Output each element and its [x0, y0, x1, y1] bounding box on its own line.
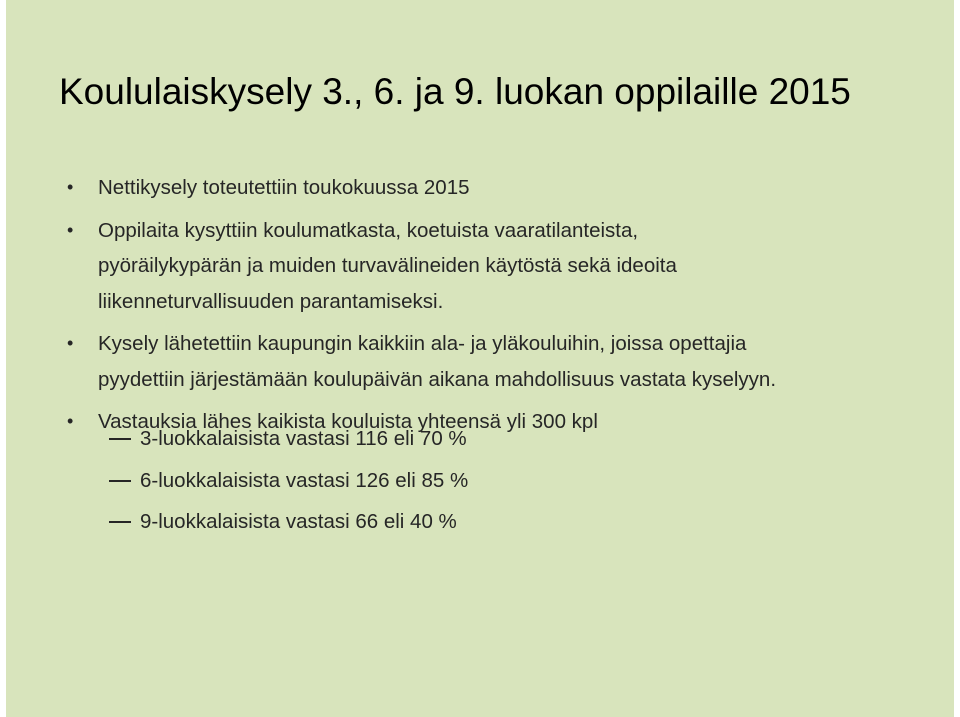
bullet-dot-icon: •	[67, 411, 74, 431]
sub-bullet-item	[6, 463, 954, 499]
bullet-text: Oppilaita kysyttiin koulumatkasta, koetuista vaaratilanteista,	[98, 218, 639, 242]
bullet-item	[6, 213, 954, 320]
bullet-item	[6, 326, 954, 397]
bullet-list	[6, 170, 954, 447]
sub-bullet-item	[6, 504, 954, 540]
bullet-text: pyöräilykypärän ja muiden turvavälineiden käytöstä sekä ideoita	[98, 254, 677, 277]
dash-icon	[109, 480, 131, 482]
bullet-dot-icon: •	[67, 219, 74, 240]
slide	[6, 0, 954, 717]
dash-icon	[109, 438, 131, 440]
sub-bullet-text: 6-luokkalaisista vastasi 126 eli 85 %	[140, 468, 469, 492]
bullet-text: Kysely lähetettiin kaupungin kaikkiin ala- ja yläkouluihin, joissa opettajia	[98, 332, 747, 355]
bullet-text: Vastauksia lähes kaikista kouluista yhteensä yli 300 kpl	[98, 410, 598, 433]
dash-icon	[109, 521, 131, 523]
sub-bullet-text: 9-luokkalaisista vastasi 66 eli 40 %	[140, 510, 457, 533]
bullet-text: pyydettiin järjestämään koulupäivän aikana mahdollisuus vastata kyselyyn.	[98, 367, 777, 391]
slide-title: Koululaiskysely 3., 6. ja 9. luokan oppilaille 2015	[59, 71, 851, 112]
bullet-item	[6, 170, 954, 206]
bullet-text: Nettikysely toteutettiin toukokuussa 2015	[98, 176, 470, 199]
bullet-text: liikenneturvallisuuden parantamiseksi.	[98, 289, 444, 313]
sub-bullet-list	[6, 415, 954, 540]
bullet-dot-icon: •	[67, 333, 74, 353]
sub-bullet-text: 3-luokkalaisista vastasi 116 eli 70 %	[140, 427, 467, 450]
bullet-dot-icon: •	[67, 177, 74, 197]
sub-bullet-item	[6, 421, 954, 457]
